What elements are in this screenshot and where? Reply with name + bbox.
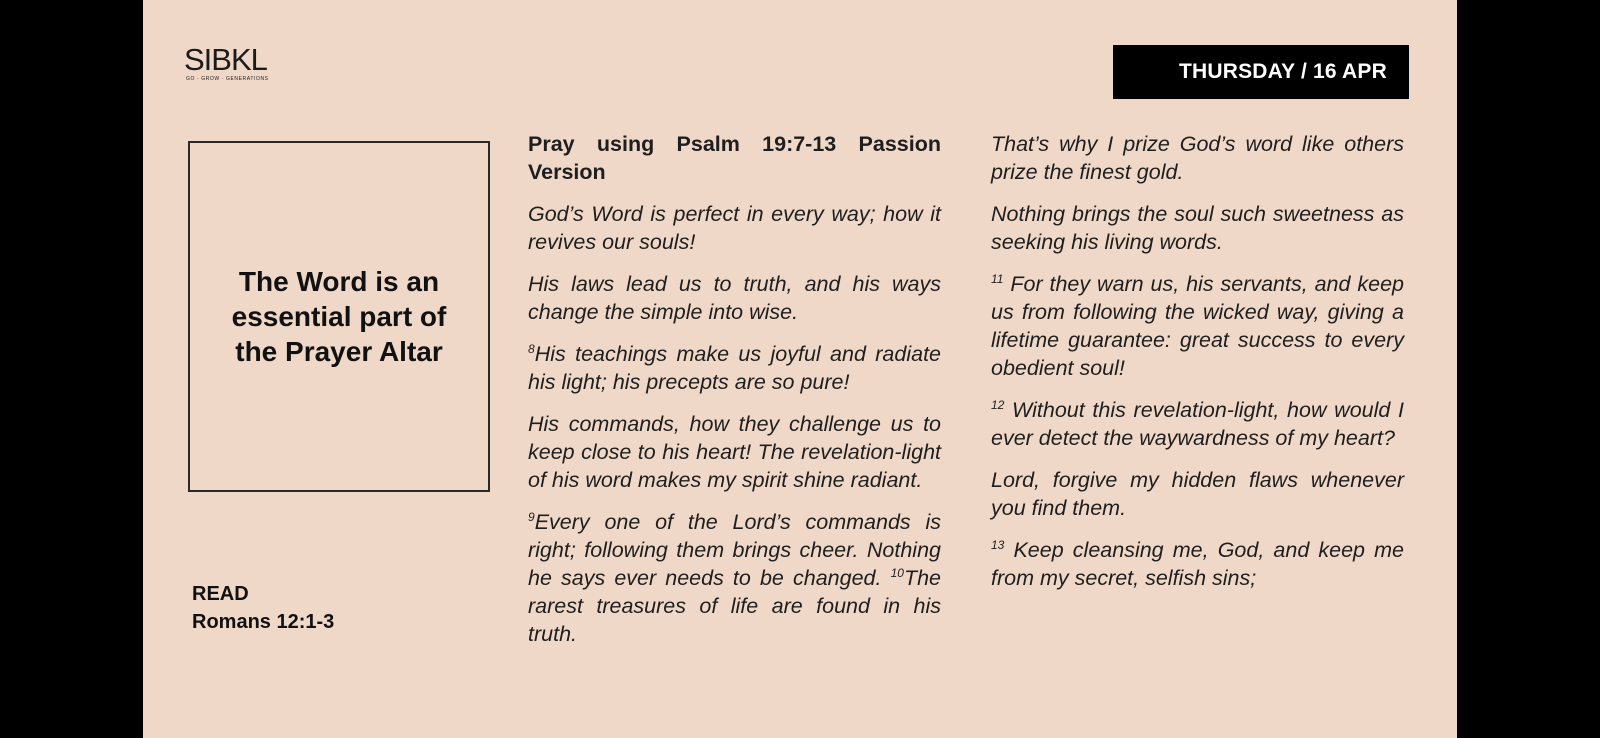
verse-number: 12 [991,398,1005,412]
verse-paragraph: That’s why I prize God’s word like others prize the finest gold. [991,132,1404,184]
devotional-slide [143,0,1457,738]
theme-text: The Word is an essential part of the Prayer Altar [231,266,447,367]
church-logo [184,44,269,82]
verse-paragraph: Lord, forgive my hidden flaws whenever you find them. [991,468,1404,520]
verse-paragraph: Nothing brings the soul such sweetness as seeking his living words. [991,202,1404,254]
verse-paragraph: $^{11}$ For they warn us, his servants, and keep us from following the wicked way, giving a lifetime guarantee: great success to every obedient soul! [991,272,1404,380]
verse-paragraph: $^8$His teachings make us joyful and radiate his light; his precepts are so pure! [528,342,941,394]
verse-number: 8 [528,342,535,356]
verse-number: 11 [991,272,1004,286]
reading-reference [192,580,334,636]
prayer-column-2 [991,130,1404,606]
verse-paragraph: God’s Word is perfect in every way; how it revives our souls! [528,202,941,254]
verse-paragraph: His laws lead us to truth, and his ways change the simple into wise. [528,272,941,324]
prayer-column-1 [528,130,941,662]
read-passage: Romans 12:1-3 [192,611,335,633]
verse-number: 9 [528,510,535,524]
verse-number: 10 [890,566,904,580]
verse-paragraph: His commands, how they challenge us to keep close to his heart! The revelation-light of his word makes my spirit shine radiant. [528,412,941,492]
verse-paragraph: $^9$Every one of the Lord’s commands is right; following them brings cheer. Nothing he says ever needs to be changed. $^{10}$The rarest treasures of life are found in his truth. [528,510,941,646]
logo-tagline: GO · GROW · GENERATIONS [186,76,269,82]
theme-box [188,141,490,492]
date-badge: THURSDAY / 16 APR [1113,45,1409,99]
verse-number: 13 [991,538,1005,552]
verse-paragraph: $^{13}$ Keep cleansing me, God, and keep me from my secret, selfish sins; [991,538,1404,590]
prayer-heading: Pray using Psalm 19:7-13 Passion Version [528,132,941,184]
verse-paragraph: $^{12}$ Without this revelation-light, how would I ever detect the waywardness of my heart? [991,398,1404,450]
logo-wordmark: SIBKL [184,42,267,77]
read-label: READ [192,583,249,605]
